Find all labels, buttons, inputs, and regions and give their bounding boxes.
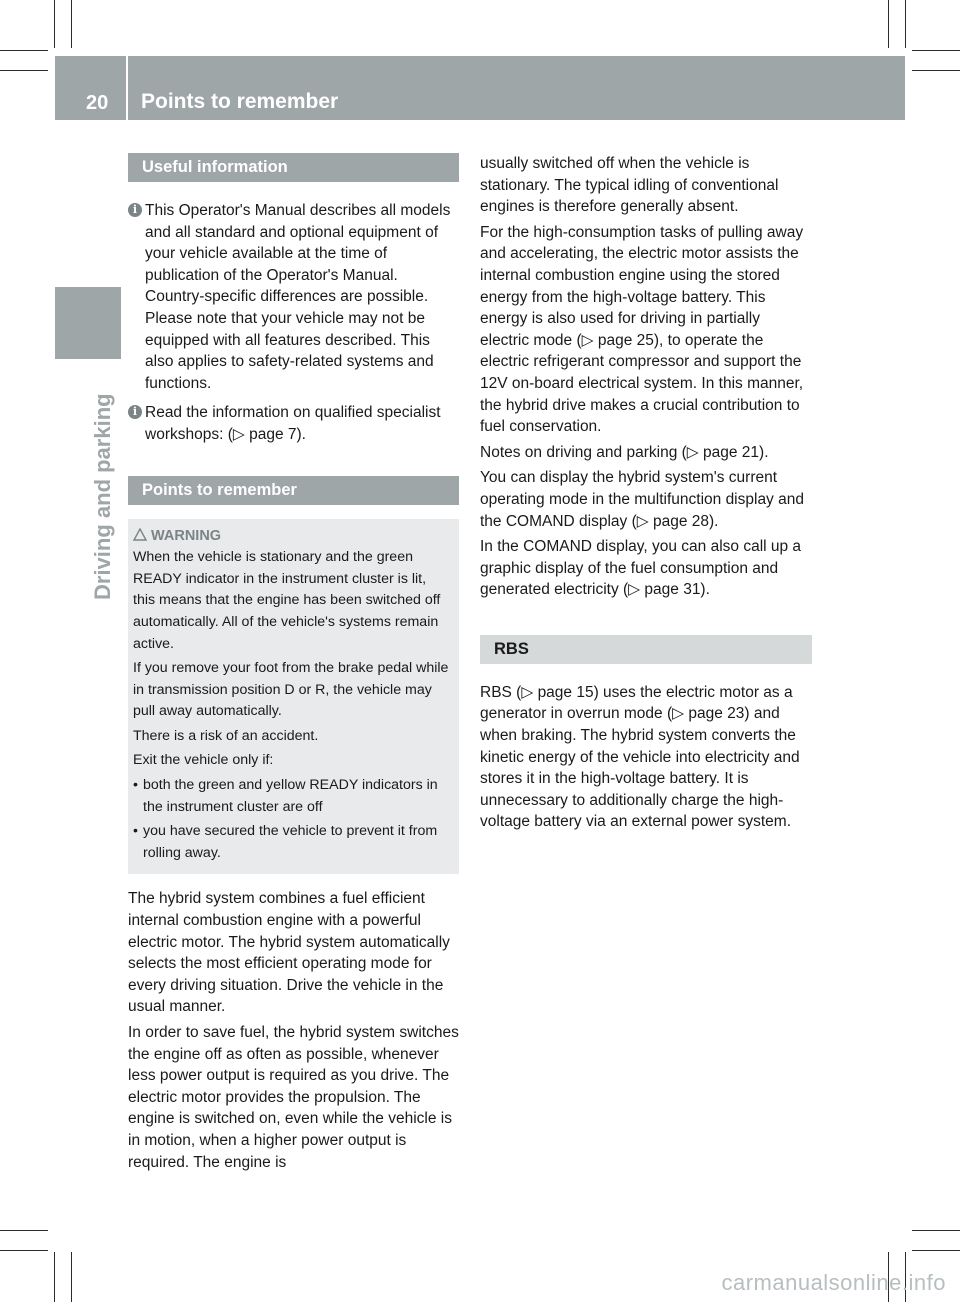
crop-mark: [0, 1230, 48, 1231]
right-column: [480, 153, 812, 837]
crop-mark: [912, 70, 960, 71]
crop-mark: [912, 1250, 960, 1251]
body-paragraph: In the COMAND display, you can also call up a graphic display of the fuel consumption and generated electricity (▷ page 31).: [480, 538, 802, 599]
crop-mark: [0, 50, 48, 51]
warning-title-text: WARNING: [151, 527, 222, 544]
useful-info-heading: Useful information: [128, 153, 459, 182]
info-icon: i: [128, 405, 142, 419]
points-heading: Points to remember: [128, 476, 459, 505]
body-paragraph: Notes on driving and parking (▷ page 21).: [480, 443, 769, 461]
info-note: [128, 402, 459, 445]
crop-mark: [0, 70, 48, 71]
warning-paragraph: If you remove your foot from the brake pedal while in transmission position D or R, the vehicle may pull away automatically.: [133, 660, 449, 720]
body-paragraph: For the high-consumption tasks of pulling away and accelerating, the electric motor assists the internal combustion engine using the stored energy from the high-voltage battery. This energy is also used for driving in partially electric mode (▷ page 25), to operate the electric refrigerant compressor and support the 12V on-board electrical system. In this manner, the hybrid drive makes a crucial contribution to fuel conservation.: [480, 223, 804, 436]
rbs-heading: RBS: [480, 635, 812, 664]
body-paragraph: usually switched off when the vehicle is stationary. The typical idling of conventional engines is therefore generally absent.: [480, 155, 779, 216]
info-note: [128, 200, 459, 394]
warning-paragraph: When the vehicle is stationary and the green READY indicator in the instrument cluster is lit, this means that the engine has been switched off automatically. All of the vehicle's systems remain active.: [133, 549, 441, 652]
warning-triangle-icon: [133, 528, 147, 541]
side-tab-label: Driving and parking: [90, 393, 115, 600]
left-column: [128, 153, 459, 1177]
crop-mark: [54, 1252, 55, 1302]
page-title: Points to remember: [141, 90, 339, 113]
info-text: This Operator's Manual describes all models and all standard and optional equipment of your vehicle available at the time of publication of the Operator's Manual. Country-specific differences are possible. Please note that your vehicle may not be equipped with all features described. This also applies to safety-related systems and functions.: [145, 202, 451, 392]
info-text: Read the information on qualified specialist workshops: (▷ page 7).: [145, 404, 441, 443]
warning-bullet: • you have secured the vehicle to prevent it from rolling away.: [133, 821, 451, 864]
warning-bullet: • both the green and yellow READY indicators in the instrument cluster are off: [133, 775, 451, 818]
body-paragraph: You can display the hybrid system's current operating mode in the multifunction display and the COMAND display (▷ page 28).: [480, 469, 804, 530]
warning-paragraph: Exit the vehicle only if:: [133, 752, 274, 769]
page-number: 20: [86, 92, 109, 114]
crop-mark: [0, 1250, 48, 1251]
info-icon: i: [128, 203, 142, 217]
body-paragraph: In order to save fuel, the hybrid system switches the engine off as often as possible, whenever less power output is required as you drive. The electric motor provides the propulsion. The engine is switched on, even while the vehicle is in motion, when a higher power output is required. The engine is: [128, 1024, 459, 1171]
crop-mark: [71, 1252, 72, 1302]
warning-box: [128, 519, 459, 875]
warning-title: [133, 526, 451, 548]
crop-mark: [71, 0, 72, 48]
crop-mark: [905, 0, 906, 48]
body-paragraph: The hybrid system combines a fuel efficient internal combustion engine with a powerful electric motor. The hybrid system automatically selects the most efficient operating mode for every driving situation. Drive the vehicle in the usual manner.: [128, 890, 450, 1016]
rbs-paragraph: RBS (▷ page 15) uses the electric motor as a generator in overrun mode (▷ page 23) and when braking. The hybrid system converts the kinetic energy of the vehicle into electricity and stores it in the high-voltage battery. It is unnecessary to additionally charge the high-voltage battery via an external power system.: [480, 683, 800, 831]
crop-mark: [912, 50, 960, 51]
crop-mark: [54, 0, 55, 48]
warning-paragraph: There is a risk of an accident.: [133, 727, 319, 744]
crop-mark: [888, 0, 889, 48]
crop-mark: [912, 1230, 960, 1231]
watermark: carmanualsonline.info: [721, 1270, 946, 1295]
side-tab-marker: [55, 287, 121, 359]
header-divider: [126, 56, 128, 120]
